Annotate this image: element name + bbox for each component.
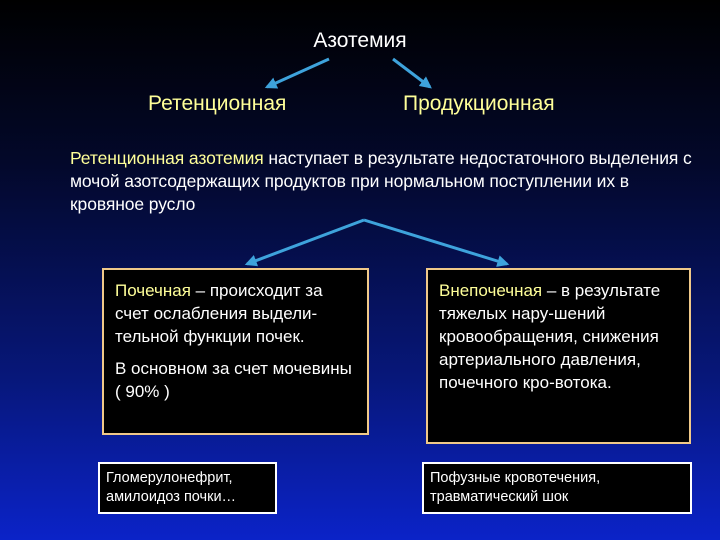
retention-definition [70, 147, 700, 216]
extrarenal-box [426, 268, 691, 444]
extrarenal-examples-box: Пофузные кровотечения, травматический шок [422, 462, 692, 514]
arrow-to-production [393, 59, 430, 87]
definition-text: наступает в результате недостаточного выделения с мочой азотсодержащих продуктов при нормальном поступлении их в кровяное русло [70, 148, 692, 214]
arrow-to-retention [267, 59, 329, 87]
renal-examples-box: Гломерулонефрит, амилоидоз почки… [98, 462, 277, 514]
arrow-to-renal [247, 220, 364, 264]
renal-box [102, 268, 369, 435]
extrarenal-term: Внепочечная [439, 281, 543, 300]
renal-text: – происходит за счет ослабления выдели-тельной функции почек. [115, 281, 323, 346]
renal-term: Почечная [115, 281, 191, 300]
production-label: Продукционная [403, 92, 555, 115]
renal-note: В основном за счет мочевины ( 90% ) [115, 359, 352, 401]
arrow-to-extrarenal [364, 220, 507, 264]
definition-term: Ретенционная азотемия [70, 148, 264, 168]
extrarenal-text: – в результате тяжелых нару-шений кровообращения, снижения артериального давления, почечного кро-вотока. [439, 281, 661, 392]
retention-label: Ретенционная [148, 92, 287, 115]
extrarenal-description [439, 279, 679, 394]
diagram-title: Азотемия [313, 29, 407, 52]
renal-description [115, 279, 357, 348]
